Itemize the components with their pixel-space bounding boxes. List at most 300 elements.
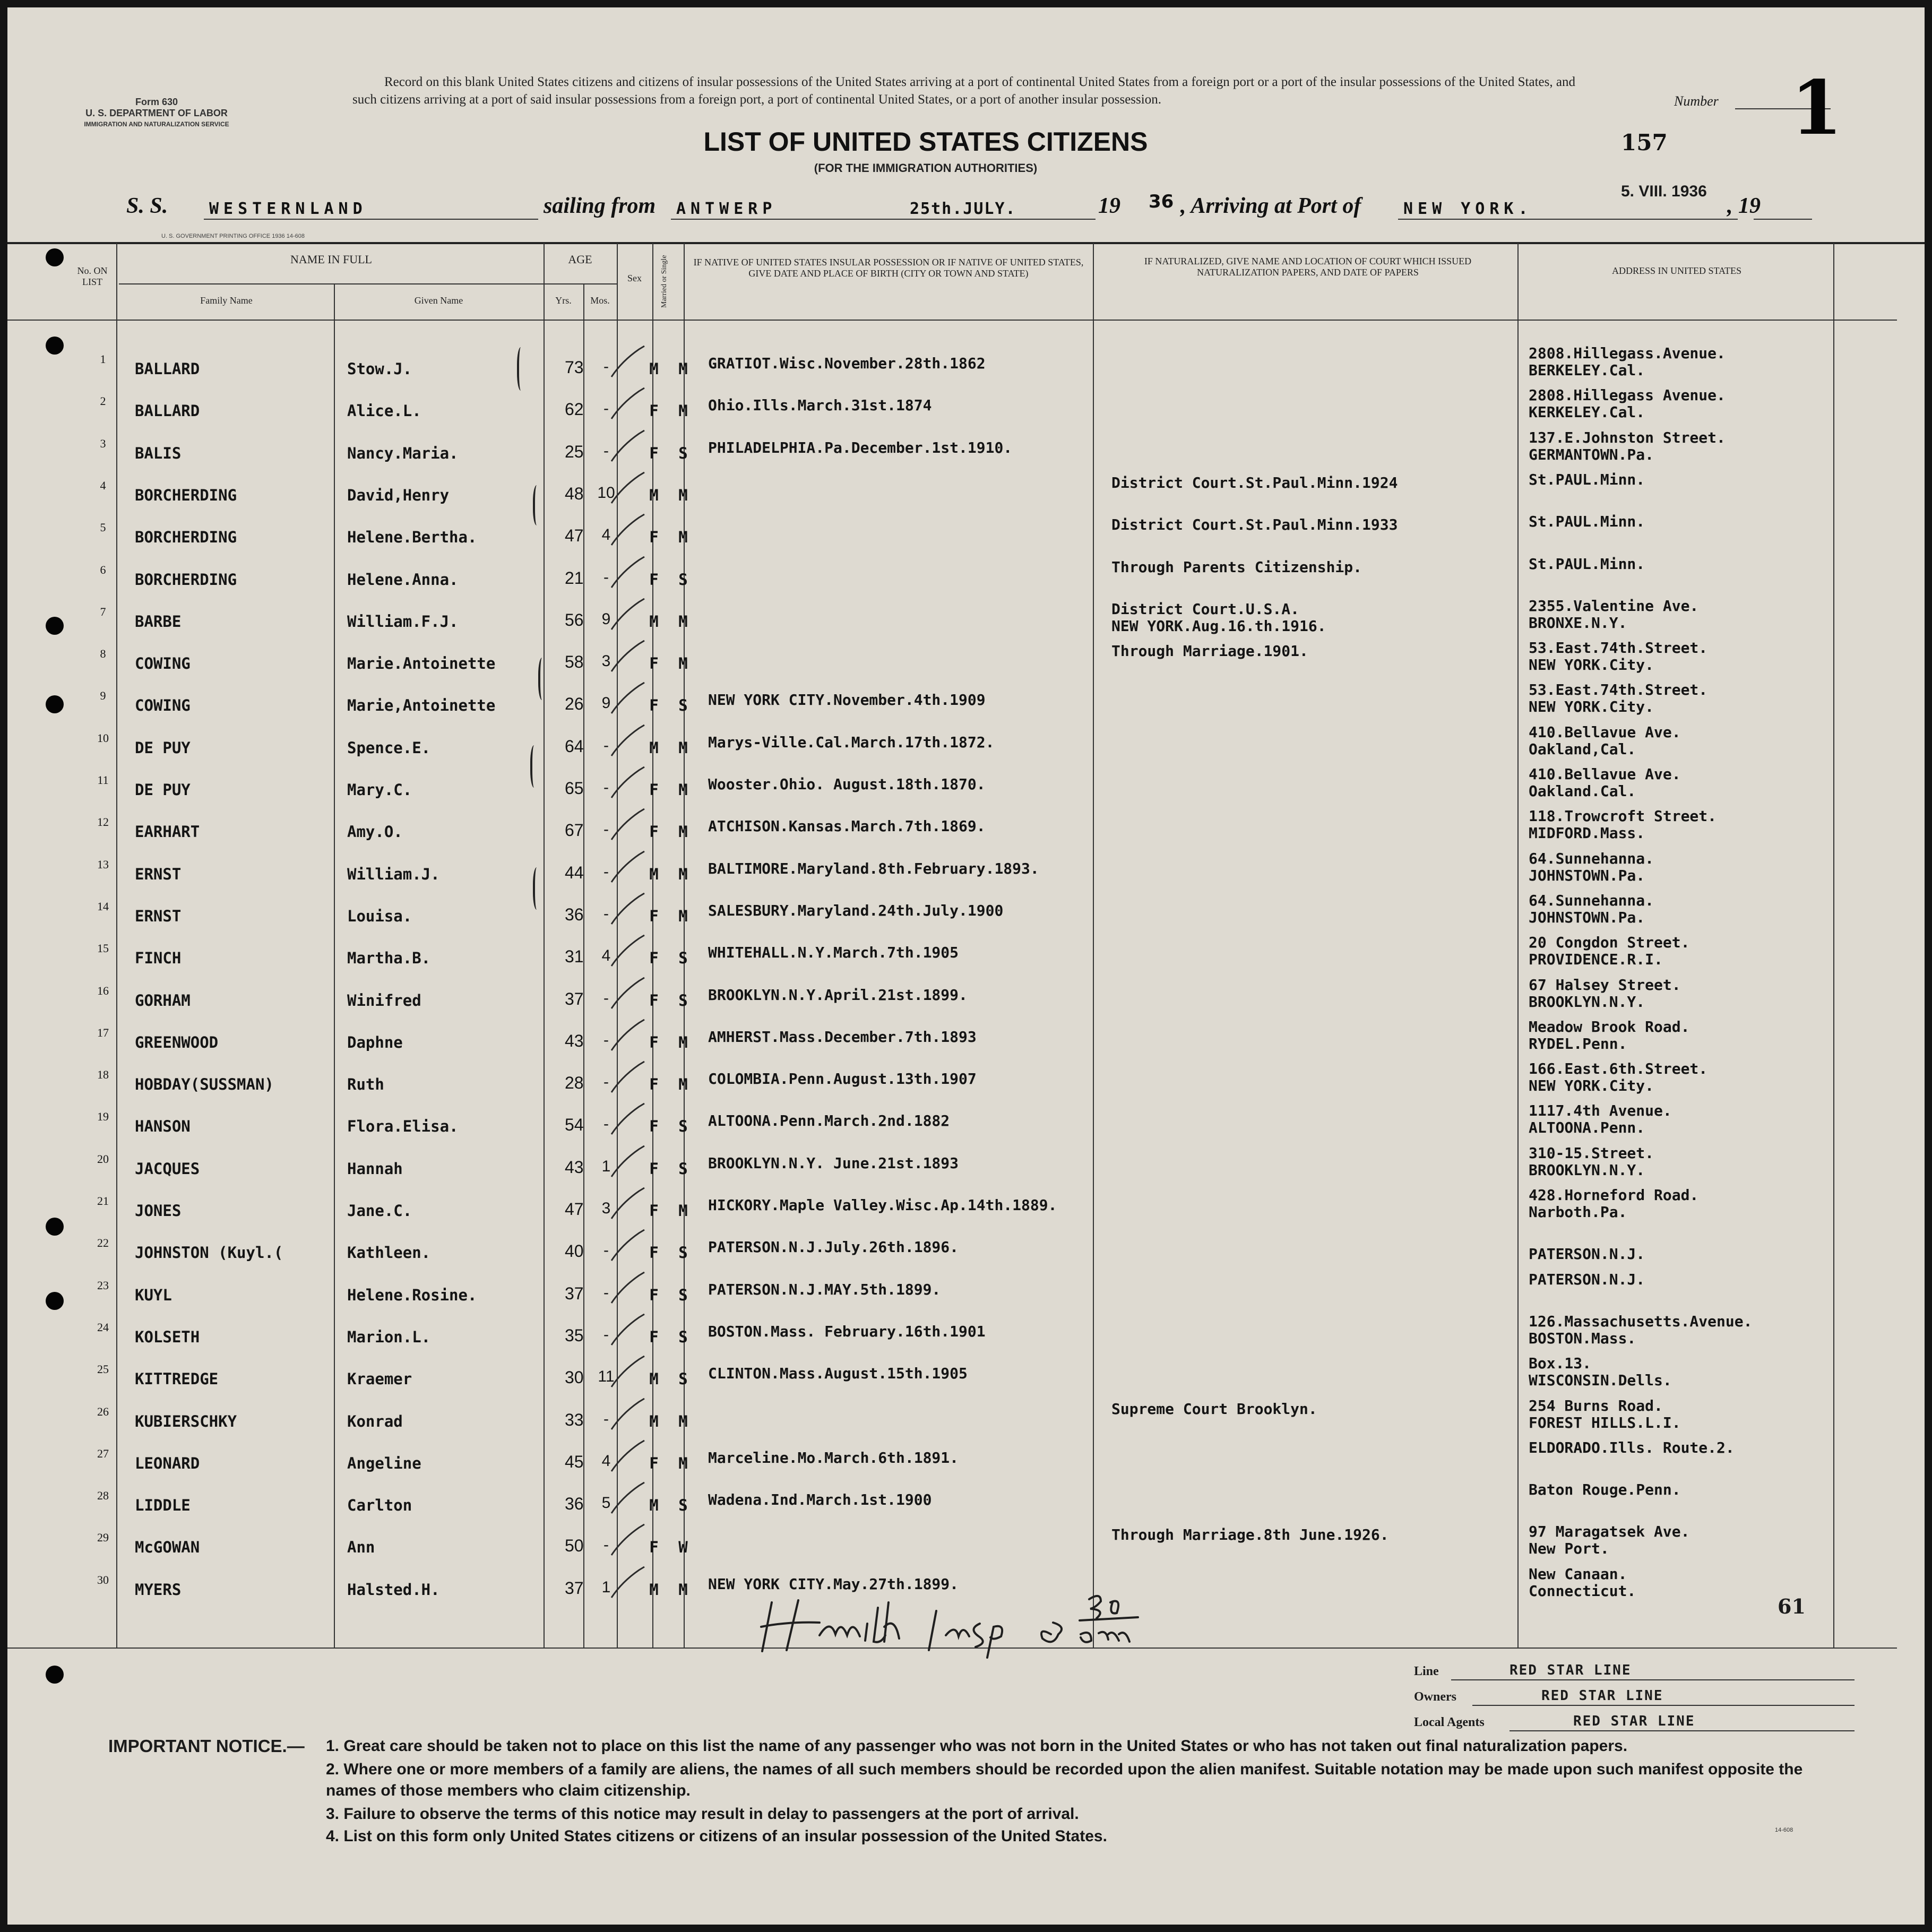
age-years: 37 bbox=[565, 989, 584, 1008]
table-row bbox=[7, 807, 1925, 851]
family-name: GORHAM bbox=[135, 991, 191, 1010]
table-row bbox=[7, 1102, 1925, 1146]
family-name: HOBDAY(SUSSMAN) bbox=[135, 1075, 274, 1093]
age-months: 4 bbox=[601, 526, 611, 544]
sail-date: 25th.JULY. bbox=[910, 200, 1016, 218]
pencil-check-mark bbox=[607, 1140, 660, 1187]
birth-place-date: PHILADELPHIA.Pa.December.1st.1910. bbox=[708, 439, 1013, 456]
address-line: 20 Congdon Street. bbox=[1529, 934, 1690, 951]
birth-place-date: ALTOONA.Penn.March.2nd.1882 bbox=[708, 1112, 950, 1129]
address-line: 410.Bellavue Ave. bbox=[1529, 765, 1681, 783]
header-birth: IF NATIVE OF UNITED STATES INSULAR POSSESSION OR IF NATIVE OF UNITED STATES, GIVE DATE AND PLACE OF BIRTH (CITY OR TOWN AND STATE) bbox=[693, 257, 1084, 279]
family-name: COWING bbox=[135, 654, 191, 672]
sex: M bbox=[649, 486, 659, 504]
family-name: DE PUY bbox=[135, 781, 191, 799]
address bbox=[1529, 1019, 1689, 1053]
naturalization-line: Supreme Court Brooklyn. bbox=[1111, 1400, 1317, 1418]
check-stroke bbox=[611, 683, 644, 713]
address-line: 2808.Hillegass Avenue. bbox=[1529, 386, 1726, 404]
row-number: 10 bbox=[97, 731, 109, 745]
table-row bbox=[7, 1231, 1925, 1272]
check-stroke bbox=[611, 1146, 644, 1177]
birth-place-date: BROOKLYN.N.Y. June.21st.1893 bbox=[708, 1154, 959, 1172]
pencil-mark bbox=[538, 658, 548, 700]
check-stroke bbox=[611, 1356, 644, 1387]
table-row bbox=[7, 976, 1925, 1020]
pencil-mark bbox=[533, 867, 542, 910]
family-name: ERNST bbox=[135, 865, 182, 883]
age-months: - bbox=[603, 989, 609, 1007]
age-years: 64 bbox=[565, 737, 584, 756]
row-number: 26 bbox=[97, 1405, 109, 1418]
given-name: Amy.O. bbox=[347, 823, 403, 841]
family-name: COWING bbox=[135, 696, 191, 714]
pencil-check-mark bbox=[607, 340, 660, 387]
header-no-on-list: No. ON LIST bbox=[77, 265, 108, 287]
sex: F bbox=[649, 696, 659, 714]
pencil-mark bbox=[533, 485, 542, 525]
address bbox=[1529, 977, 1681, 1011]
address-line: Oakland,Cal. bbox=[1529, 740, 1636, 758]
port-to: NEW YORK. bbox=[1403, 200, 1533, 218]
birth-place-date: Wadena.Ind.March.1st.1900 bbox=[708, 1491, 932, 1508]
sex: F bbox=[649, 1117, 659, 1135]
address bbox=[1529, 1187, 1698, 1221]
sex: M bbox=[649, 865, 659, 883]
address-line bbox=[1529, 1456, 1735, 1473]
family-name: GREENWOOD bbox=[135, 1033, 219, 1051]
birth-place-date: Marys-Ville.Cal.March.17th.1872. bbox=[708, 734, 995, 751]
address bbox=[1529, 1398, 1681, 1431]
given-name: Carlton bbox=[347, 1496, 412, 1514]
row-number: 30 bbox=[97, 1573, 109, 1586]
check-stroke bbox=[611, 1230, 644, 1261]
row-number: 18 bbox=[97, 1068, 109, 1081]
family-name: BARBE bbox=[135, 613, 182, 631]
family-name: BALLARD bbox=[135, 402, 200, 420]
given-name: Kraemer bbox=[347, 1370, 412, 1388]
birth-place-date: Wooster.Ohio. August.18th.1870. bbox=[708, 775, 986, 793]
arriving-label: , Arriving at Port of bbox=[1180, 194, 1361, 218]
year-prefix: 19 bbox=[1098, 194, 1120, 218]
sex: F bbox=[649, 1033, 659, 1051]
table-row bbox=[7, 1481, 1925, 1525]
number-label: Number bbox=[1674, 93, 1719, 109]
birth-place-date: WHITEHALL.N.Y.March.7th.1905 bbox=[708, 944, 959, 961]
family-name: JOHNSTON (Kuyl.( bbox=[135, 1244, 283, 1262]
marital-status: S bbox=[678, 1328, 688, 1346]
age-months: - bbox=[603, 442, 609, 460]
sex: M bbox=[649, 739, 659, 757]
address-line: Oakland.Cal. bbox=[1529, 782, 1636, 800]
birth-place-date: PATERSON.N.J.July.26th.1896. bbox=[708, 1238, 959, 1256]
address-line: 166.East.6th.Street. bbox=[1529, 1060, 1708, 1077]
pencil-check-mark bbox=[607, 1560, 660, 1608]
table-top-rule bbox=[7, 242, 1925, 244]
header-name-in-full: NAME IN FULL bbox=[290, 253, 372, 266]
marital-status: M bbox=[678, 907, 688, 925]
table-row bbox=[7, 639, 1925, 683]
marital-status: M bbox=[678, 613, 688, 631]
page-title: LIST OF UNITED STATES CITIZENS bbox=[703, 127, 1148, 157]
family-name: BORCHERDING bbox=[135, 528, 237, 546]
family-name: LIDDLE bbox=[135, 1496, 191, 1514]
naturalization bbox=[1111, 559, 1362, 576]
sex: M bbox=[649, 613, 659, 631]
marital-status: S bbox=[678, 696, 688, 714]
family-name: FINCH bbox=[135, 949, 182, 967]
sex: M bbox=[649, 360, 659, 378]
row-number: 12 bbox=[97, 815, 109, 829]
age-years: 36 bbox=[565, 905, 584, 924]
age-months: - bbox=[603, 568, 609, 586]
family-name: KUYL bbox=[135, 1286, 172, 1304]
given-name: Hannah bbox=[347, 1160, 403, 1178]
pencil-mark bbox=[517, 347, 527, 391]
arrival-stamp: 5. VIII. 1936 bbox=[1621, 183, 1707, 200]
pencil-check-mark bbox=[607, 1350, 660, 1398]
header-yrs: Yrs. bbox=[555, 295, 572, 306]
address-line: 64.Sunnehanna. bbox=[1529, 850, 1654, 867]
family-name: MYERS bbox=[135, 1581, 182, 1599]
check-stroke bbox=[611, 346, 644, 377]
age-years: 65 bbox=[565, 779, 584, 798]
family-name: LEONARD bbox=[135, 1454, 200, 1472]
check-stroke bbox=[611, 1062, 644, 1092]
punch-hole bbox=[46, 1666, 64, 1684]
address-line: BOSTON.Mass. bbox=[1529, 1330, 1636, 1347]
age-years: 47 bbox=[565, 1200, 584, 1219]
age-months: - bbox=[603, 821, 609, 838]
pencil-check-mark bbox=[607, 1518, 660, 1566]
table-row bbox=[7, 1357, 1925, 1399]
given-name: Winifred bbox=[347, 991, 421, 1010]
age-years: 26 bbox=[565, 694, 584, 713]
address-line: 126.Massachusetts.Avenue. bbox=[1529, 1313, 1753, 1330]
address bbox=[1529, 682, 1707, 715]
row-number: 7 bbox=[100, 605, 106, 618]
address bbox=[1529, 724, 1681, 758]
check-stroke bbox=[611, 472, 644, 503]
birth-place-date: HICKORY.Maple Valley.Wisc.Ap.14th.1889. bbox=[708, 1196, 1057, 1214]
check-stroke bbox=[611, 893, 644, 924]
age-years: 25 bbox=[565, 442, 584, 461]
address-line: JOHNSTOWN.Pa. bbox=[1529, 909, 1645, 926]
notice-item-2: 2. Where one or more members of a family are aliens, the names of all such members should be recorded upon the alien manifest. Suitable notation may be made upon such manifest opposite the names of those members who claim citizenship. bbox=[326, 1761, 1803, 1799]
naturalization-line: Through Marriage.1901. bbox=[1111, 642, 1308, 660]
birth-place-date: Marceline.Mo.March.6th.1891. bbox=[708, 1449, 959, 1467]
row-number: 29 bbox=[97, 1531, 109, 1544]
marital-status: M bbox=[678, 739, 688, 757]
age-months: - bbox=[603, 400, 609, 417]
printer-note: U. S. GOVERNMENT PRINTING OFFICE 1936 14-608 bbox=[161, 233, 305, 239]
row-number: 8 bbox=[100, 647, 106, 660]
age-months: - bbox=[603, 1284, 609, 1301]
department: U. S. DEPARTMENT OF LABOR bbox=[85, 108, 228, 118]
address-line: BROOKLYN.N.Y. bbox=[1529, 1161, 1645, 1179]
row-number: 2 bbox=[100, 394, 106, 408]
naturalization bbox=[1111, 1526, 1389, 1543]
address-line: 64.Sunnehanna. bbox=[1529, 892, 1654, 909]
form-intro: Record on this blank United States citizens and citizens of insular possessions of the United States arriving at a port of continental United States from a foreign port or a port of the insular possessions of the United States, and such citizens arriving at a port of said insular possessions from a foreign port, a port of continental United States, or a port of another insular possession. bbox=[352, 75, 1575, 107]
pencil-check-mark bbox=[607, 466, 660, 514]
pencil-check-mark bbox=[607, 550, 660, 598]
age-months: - bbox=[603, 863, 609, 881]
age-months: - bbox=[603, 905, 609, 922]
address-line: 53.East.74th.Street. bbox=[1529, 681, 1708, 698]
age-months: - bbox=[603, 1115, 609, 1133]
family-name: McGOWAN bbox=[135, 1538, 200, 1556]
table-row bbox=[7, 1186, 1925, 1230]
address-line: 1117.4th Avenue. bbox=[1529, 1102, 1672, 1119]
table-row bbox=[7, 1439, 1925, 1483]
manifest-page bbox=[7, 7, 1925, 1925]
sex: M bbox=[649, 1370, 659, 1388]
address-line bbox=[1529, 1229, 1645, 1246]
address bbox=[1529, 429, 1726, 463]
family-name: BALIS bbox=[135, 444, 182, 462]
family-name: JONES bbox=[135, 1202, 182, 1220]
pencil-check-mark bbox=[607, 1055, 660, 1103]
address-line: Baton Rouge.Penn. bbox=[1529, 1481, 1681, 1498]
given-name: Jane.C. bbox=[347, 1202, 412, 1220]
notice-item-3: 3. Failure to observe the terms of this notice may result in delay to passengers at the port of arrival. bbox=[326, 1805, 1079, 1823]
address-line bbox=[1529, 530, 1645, 547]
marital-status: W bbox=[678, 1538, 688, 1556]
sex: F bbox=[649, 444, 659, 462]
given-name: Mary.C. bbox=[347, 781, 412, 799]
row-number: 9 bbox=[100, 689, 106, 702]
pencil-check-mark bbox=[607, 1097, 660, 1145]
address-line: FOREST HILLS.L.I. bbox=[1529, 1414, 1681, 1431]
birth-place-date: AMHERST.Mass.December.7th.1893 bbox=[708, 1028, 977, 1046]
family-name: KOLSETH bbox=[135, 1328, 200, 1346]
pencil-check-mark bbox=[607, 1476, 660, 1524]
address bbox=[1529, 1566, 1636, 1600]
address bbox=[1529, 850, 1654, 884]
address-line: 310-15.Street. bbox=[1529, 1144, 1654, 1162]
marital-status: M bbox=[678, 1454, 688, 1472]
age-years: 54 bbox=[565, 1115, 584, 1134]
address-line bbox=[1529, 1288, 1645, 1305]
row-number: 19 bbox=[97, 1110, 109, 1123]
owners-label: Owners bbox=[1414, 1690, 1456, 1704]
row-number: 23 bbox=[97, 1279, 109, 1292]
naturalization-line: District Court.U.S.A. bbox=[1111, 600, 1300, 618]
address bbox=[1529, 1355, 1672, 1389]
sex: F bbox=[649, 1328, 659, 1346]
family-name: EARHART bbox=[135, 823, 200, 841]
age-years: 45 bbox=[565, 1452, 584, 1471]
sex: F bbox=[649, 654, 659, 672]
age-years: 62 bbox=[565, 400, 584, 419]
marital-status: S bbox=[678, 571, 688, 589]
naturalization bbox=[1111, 601, 1326, 635]
address-line: ALTOONA.Penn. bbox=[1529, 1119, 1645, 1136]
family-name: BORCHERDING bbox=[135, 486, 237, 504]
address bbox=[1529, 1229, 1645, 1263]
age-years: 37 bbox=[565, 1579, 584, 1598]
header-sex: Sex bbox=[627, 273, 642, 283]
age-years: 67 bbox=[565, 821, 584, 840]
marital-status: M bbox=[678, 402, 688, 420]
birth-place-date: BROOKLYN.N.Y.April.21st.1899. bbox=[708, 986, 968, 1004]
family-name: KUBIERSCHKY bbox=[135, 1412, 237, 1430]
marital-status: S bbox=[678, 1496, 688, 1514]
ship-name: WESTERNLAND bbox=[209, 200, 367, 218]
table-row bbox=[7, 1397, 1925, 1441]
pencil-check-mark bbox=[607, 971, 660, 1019]
check-stroke bbox=[611, 851, 644, 882]
naturalization bbox=[1111, 643, 1308, 660]
marital-status: S bbox=[678, 991, 688, 1010]
given-name: Nancy.Maria. bbox=[347, 444, 459, 462]
age-years: 40 bbox=[565, 1241, 584, 1261]
row-number: 3 bbox=[100, 437, 106, 450]
pencil-check-mark bbox=[607, 1181, 660, 1229]
age-years: 43 bbox=[565, 1031, 584, 1050]
address-line: ELDORADO.Ills. Route.2. bbox=[1529, 1439, 1735, 1456]
birth-place-date: BOSTON.Mass. February.16th.1901 bbox=[708, 1323, 986, 1340]
address-line: 410.Bellavue Ave. bbox=[1529, 723, 1681, 741]
name-age-subrule bbox=[119, 283, 618, 284]
table-row bbox=[7, 515, 1925, 557]
marital-status: M bbox=[678, 360, 688, 378]
given-name: Spence.E. bbox=[347, 739, 431, 757]
address-line: NEW YORK.City. bbox=[1529, 656, 1654, 674]
naturalization bbox=[1111, 1401, 1317, 1418]
table-row bbox=[7, 1060, 1925, 1104]
page-subtitle: (FOR THE IMMIGRATION AUTHORITIES) bbox=[814, 161, 1038, 175]
age-months: - bbox=[603, 1073, 609, 1091]
birth-place-date: COLOMBIA.Penn.August.13th.1907 bbox=[708, 1070, 977, 1088]
age-months: 11 bbox=[598, 1368, 615, 1385]
given-name: Halsted.H. bbox=[347, 1581, 440, 1599]
given-name: Louisa. bbox=[347, 907, 412, 925]
address bbox=[1529, 345, 1726, 379]
service: IMMIGRATION AND NATURALIZATION SERVICE bbox=[84, 120, 229, 128]
naturalization-line: District Court.St.Paul.Minn.1933 bbox=[1111, 516, 1398, 533]
sex: F bbox=[649, 1538, 659, 1556]
pencil-check-mark bbox=[607, 1392, 660, 1440]
line-value: RED STAR LINE bbox=[1510, 1662, 1632, 1678]
address bbox=[1529, 1523, 1689, 1557]
address bbox=[1529, 892, 1654, 926]
given-name: Ann bbox=[347, 1538, 375, 1556]
address-line: WISCONSIN.Dells. bbox=[1529, 1372, 1672, 1389]
address bbox=[1529, 556, 1645, 590]
age-years: 21 bbox=[565, 568, 584, 588]
birth-place-date: NEW YORK CITY.November.4th.1909 bbox=[708, 691, 986, 709]
address bbox=[1529, 1060, 1707, 1094]
sex: F bbox=[649, 991, 659, 1010]
sex: F bbox=[649, 402, 659, 420]
check-stroke bbox=[611, 1188, 644, 1219]
birth-place-date: SALESBURY.Maryland.24th.July.1900 bbox=[708, 902, 1004, 919]
marital-status: S bbox=[678, 1370, 688, 1388]
address-line: New Port. bbox=[1529, 1540, 1609, 1557]
table-row bbox=[7, 1018, 1925, 1062]
address-line bbox=[1529, 488, 1645, 505]
marital-status: M bbox=[678, 1581, 688, 1599]
address bbox=[1529, 1145, 1654, 1179]
given-name: Flora.Elisa. bbox=[347, 1117, 459, 1135]
address bbox=[1529, 387, 1726, 421]
address-line bbox=[1529, 1498, 1681, 1515]
address bbox=[1529, 1102, 1672, 1136]
ship-underline bbox=[204, 219, 538, 220]
port-from: ANTWERP bbox=[676, 200, 777, 218]
age-years: 35 bbox=[565, 1326, 584, 1345]
marital-status: S bbox=[678, 1244, 688, 1262]
arrival-year-label: , 19 bbox=[1727, 194, 1761, 218]
age-months: 3 bbox=[601, 1200, 611, 1217]
age-months: 9 bbox=[601, 610, 611, 628]
header-given-name: Given Name bbox=[414, 295, 463, 306]
given-name: Helene.Rosine. bbox=[347, 1286, 477, 1304]
sex: F bbox=[649, 1160, 659, 1178]
given-name: Marion.L. bbox=[347, 1328, 431, 1346]
sailing-label: sailing from bbox=[544, 194, 656, 218]
address bbox=[1529, 513, 1645, 547]
row-number: 13 bbox=[97, 858, 109, 871]
sex: M bbox=[649, 1581, 659, 1599]
check-stroke bbox=[611, 978, 644, 1008]
address-line: 2355.Valentine Ave. bbox=[1529, 597, 1699, 615]
age-months: - bbox=[603, 779, 609, 796]
header-family-name: Family Name bbox=[200, 295, 253, 306]
age-months: - bbox=[603, 1326, 609, 1343]
age-years: 50 bbox=[565, 1536, 584, 1555]
pencil-check-mark bbox=[607, 1308, 660, 1356]
check-stroke bbox=[611, 1103, 644, 1134]
agents-label: Local Agents bbox=[1414, 1715, 1485, 1729]
address-line: St.PAUL.Minn. bbox=[1529, 513, 1645, 530]
pencil-mark bbox=[530, 745, 540, 788]
row-number: 27 bbox=[97, 1447, 109, 1460]
marital-status: M bbox=[678, 1412, 688, 1430]
row-number: 22 bbox=[97, 1236, 109, 1249]
line-underline bbox=[1451, 1679, 1855, 1680]
age-months: 1 bbox=[601, 1158, 611, 1175]
row-number: 16 bbox=[97, 984, 109, 997]
check-stroke bbox=[611, 809, 644, 840]
address bbox=[1529, 598, 1698, 632]
family-name: BALLARD bbox=[135, 360, 200, 378]
given-name: Stow.J. bbox=[347, 360, 412, 378]
table-row bbox=[7, 429, 1925, 473]
family-name: DE PUY bbox=[135, 739, 191, 757]
address bbox=[1529, 934, 1689, 968]
sex: F bbox=[649, 781, 659, 799]
table-row bbox=[7, 473, 1925, 515]
table-row bbox=[7, 1273, 1925, 1315]
sex: F bbox=[649, 823, 659, 841]
age-months: - bbox=[603, 1241, 609, 1259]
sailing-underline bbox=[671, 219, 1096, 220]
address-line: 118.Trowcroft Street. bbox=[1529, 807, 1717, 825]
row-number: 6 bbox=[100, 563, 106, 576]
address-line: RYDEL.Penn. bbox=[1529, 1035, 1627, 1053]
form-code: 14-608 bbox=[1775, 1827, 1793, 1833]
given-name: William.J. bbox=[347, 865, 440, 883]
row-number: 25 bbox=[97, 1362, 109, 1376]
given-name: Helene.Bertha. bbox=[347, 528, 477, 546]
owners-value: RED STAR LINE bbox=[1541, 1688, 1663, 1704]
given-name: William.F.J. bbox=[347, 613, 459, 631]
given-name: Martha.B. bbox=[347, 949, 431, 967]
address-line: PROVIDENCE.R.I. bbox=[1529, 951, 1663, 968]
